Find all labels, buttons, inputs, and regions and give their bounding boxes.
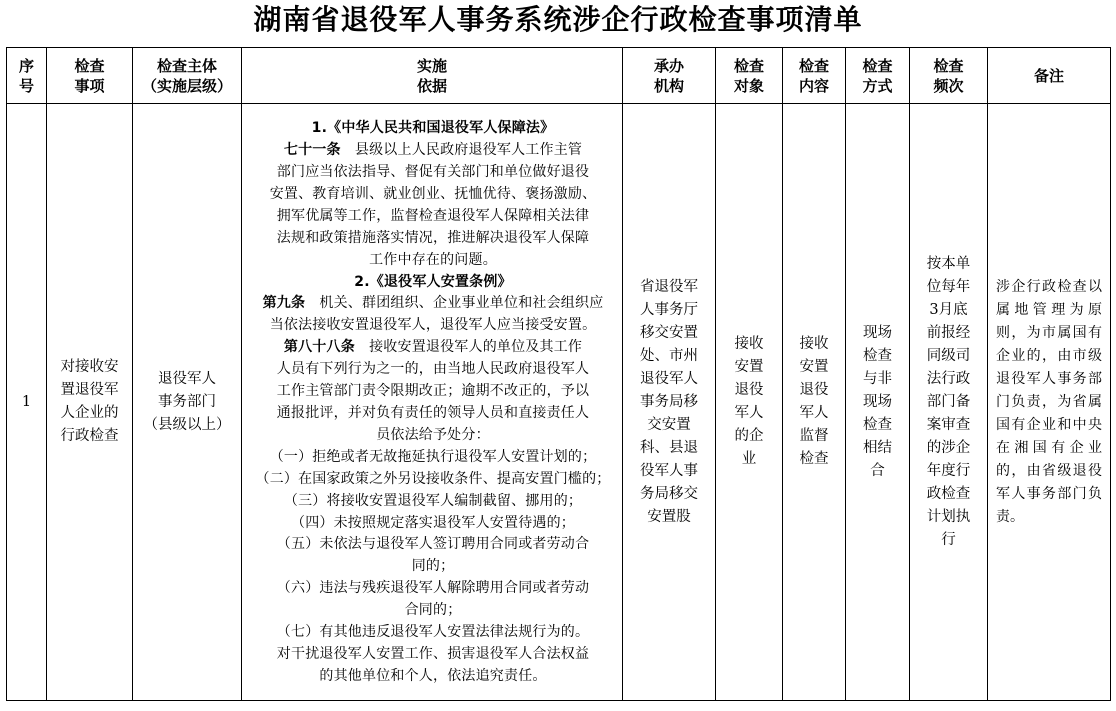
basis-line-text: 工作中存在的问题。 [369, 251, 497, 268]
cell-basis [242, 104, 623, 701]
basis-line-text: 安置、教育培训、就业创业、抚恤优待、褒扬激励、 [269, 185, 597, 202]
target-value: 接收 安置 退役 军人 的企 业 [734, 336, 764, 467]
basis-line [250, 184, 616, 206]
basis-line [250, 491, 616, 513]
basis-line [250, 666, 616, 688]
frequency-value: 按本单 位每年 3月底 前报经 同级司 法行政 部门备 案审查 的涉企 年度行 政检查 计划执 行 [926, 255, 971, 548]
basis-line-text: 机关、群团组织、企业事业单位和社会组织应 [305, 295, 604, 312]
basis-line-text: 人员有下列行为之一的，由当地人民政府退役军人 [276, 361, 590, 378]
basis-line [250, 622, 616, 644]
basis-line [250, 600, 616, 622]
cell-frequency [910, 104, 988, 701]
cell-org [623, 104, 716, 701]
basis-line [250, 272, 616, 294]
basis-line [250, 162, 616, 184]
header-method: 检查 方式 [846, 48, 910, 104]
basis-line-text: （六）违法与残疾退役军人解除聘用合同或者劳动 [276, 580, 590, 597]
basis-line-text: 部门应当依法指导、督促有关部门和单位做好退役 [276, 164, 590, 181]
basis-line-text: （二）在国家政策之外另设接收条件、提高安置门槛的； [255, 470, 611, 487]
cell-item [47, 104, 133, 701]
org-value: 省退役军 人事务厅 移交安置 处、市州 退役军人 事务局移 交安置 科、县退 役军人事 务局移交 安置股 [640, 278, 698, 525]
cell-remarks [988, 104, 1111, 701]
basis-line-text: 当依法接收安置退役军人，退役军人应当接受安置。 [269, 317, 597, 334]
header-basis: 实施 依据 [242, 48, 623, 104]
item-value: 对接收安 置退役军 人企业的 行政检查 [60, 359, 119, 444]
basis-line [250, 118, 616, 140]
cell-method [846, 104, 910, 701]
header-remarks: 备注 [988, 48, 1111, 104]
basis-line-text: 县级以上人民政府退役军人工作主管 [340, 142, 583, 159]
basis-line [250, 513, 616, 535]
basis-line-text: （三）将接收安置退役军人编制截留、挪用的； [283, 492, 583, 509]
basis-line-heading: 七十一条 [283, 142, 341, 159]
subject-value: 退役军人 事务部门 （县级以上） [143, 370, 231, 433]
header-item: 检查 事项 [47, 48, 133, 104]
basis-line [250, 469, 616, 491]
basis-text [242, 116, 622, 688]
basis-line [250, 534, 616, 556]
inspection-table [6, 47, 1111, 701]
cell-content [783, 104, 846, 701]
table-header-row [7, 48, 1111, 104]
cell-subject [133, 104, 242, 701]
basis-line-text: （七）有其他违反退役军人安置法律法规行为的。 [276, 624, 590, 641]
basis-line [250, 556, 616, 578]
basis-line-text: 的其他单位和个人，依法追究责任。 [319, 667, 547, 684]
basis-line-heading: 第八十八条 [283, 339, 355, 356]
table-row [7, 104, 1111, 701]
page-title: 湖南省退役军人事务系统涉企行政检查事项清单 [253, 3, 863, 36]
basis-line-text: 合同的； [404, 602, 462, 619]
basis-line-text: （一）拒绝或者无故拖延执行退役军人安置计划的； [269, 448, 597, 465]
basis-line-text: 通报批评，并对负有责任的领导人员和直接责任人 [276, 405, 590, 421]
header-content: 检查 内容 [783, 48, 846, 104]
remarks-value: 涉企行政检查以属地管理为原则，为市属国有企业的，由市级退役军人事务部门负责，为省属国有企业和中央在湘国有企业的，由省级退役军人事务部门负责。 [996, 278, 1102, 525]
basis-line-text: 员依法给予处分： [376, 426, 490, 443]
seq-value: 1 [21, 393, 32, 410]
basis-line [250, 206, 616, 228]
basis-line [250, 359, 616, 381]
basis-line-text: 对干扰退役军人安置工作、损害退役军人合法权益 [276, 645, 590, 662]
basis-line [250, 403, 616, 425]
basis-line [250, 644, 616, 666]
method-value: 现场 检查 与非 现场 检查 相结 合 [863, 324, 892, 479]
basis-line-heading: 2.《退役军人安置条例》 [354, 273, 512, 290]
content-value: 接收 安置 退役 军人 监督 检查 [799, 336, 829, 467]
cell-target [716, 104, 783, 701]
basis-line-text: 工作主管部门责令限期改正；逾期不改正的，予以 [276, 383, 590, 400]
basis-line-heading: 1.《中华人民共和国退役军人保障法》 [311, 120, 555, 137]
basis-line [250, 337, 616, 359]
header-subject: 检查主体 （实施层级） [133, 48, 242, 104]
basis-line [250, 578, 616, 600]
basis-line-text: （四）未按照规定落实退役军人安置待遇的； [291, 514, 575, 531]
cell-seq [7, 104, 47, 701]
basis-line-text: 接收安置退役军人的单位及其工作 [354, 339, 583, 356]
basis-line-text: 拥军优属等工作，监督检查退役军人保障相关法律 [276, 207, 590, 224]
basis-line [250, 250, 616, 272]
header-org: 承办 机构 [623, 48, 716, 104]
header-frequency: 检查 频次 [910, 48, 988, 104]
basis-line [250, 425, 616, 447]
basis-line-heading: 第九条 [262, 295, 306, 312]
basis-line [250, 228, 616, 250]
header-seq: 序 号 [7, 48, 47, 104]
basis-line [250, 315, 616, 337]
basis-line-text: 法规和政策措施落实情况，推进解决退役军人保障 [276, 229, 590, 246]
basis-line-text: 同的； [411, 558, 455, 575]
basis-line [250, 140, 616, 162]
basis-line-text: （五）未依法与退役军人签订聘用合同或者劳动合 [276, 536, 590, 553]
header-target: 检查 对象 [716, 48, 783, 104]
basis-line [250, 293, 616, 315]
basis-line [250, 447, 616, 469]
basis-line [250, 381, 616, 403]
